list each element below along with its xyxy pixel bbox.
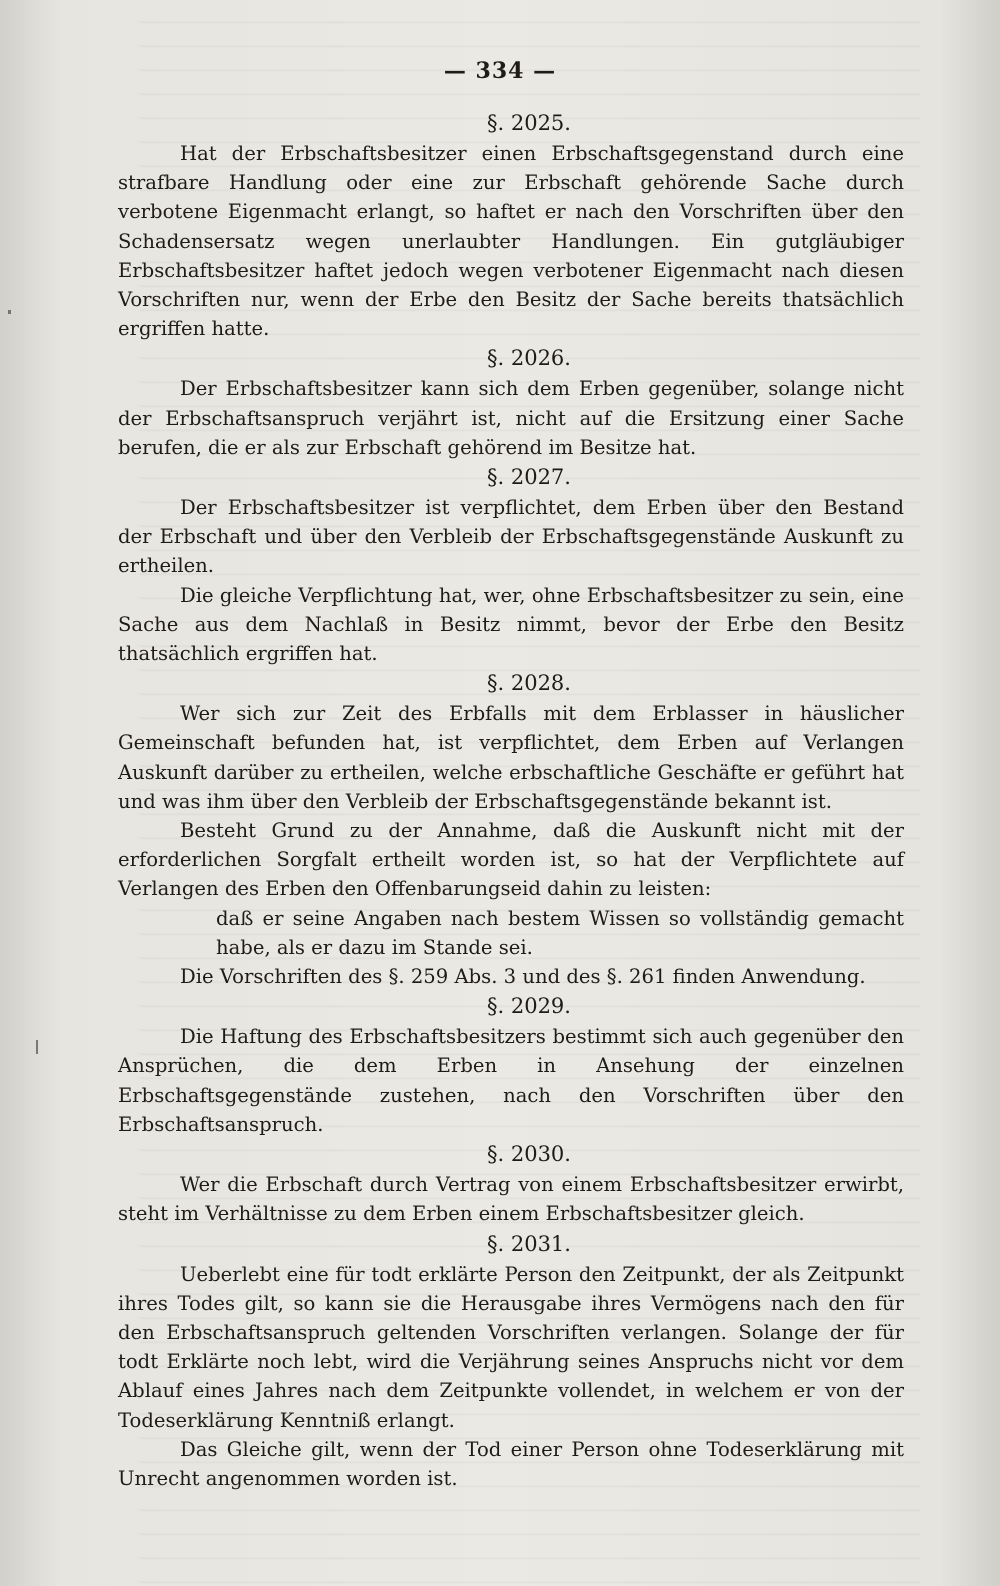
section-2031 — [118, 1229, 904, 1494]
section-2030 — [118, 1139, 904, 1228]
section-heading: §. 2025. — [487, 111, 571, 135]
section-heading: §. 2030. — [487, 1142, 571, 1167]
page-body — [118, 108, 904, 1493]
page-number: — 334 — — [443, 58, 557, 84]
section-heading: §. 2027. — [487, 465, 571, 490]
paragraph: Die gleiche Verpflichtung hat, wer, ohne Erbschaftsbesitzer zu sein, eine Sache aus dem Nachlaß in Besitz nimmt, bevor der Erbe den Besitz thatsächlich ergriffen hat. — [118, 583, 904, 666]
section-heading: §. 2028. — [487, 671, 571, 696]
edge-mark — [8, 310, 11, 314]
paragraph: Ueberlebt eine für todt erklärte Person den Zeitpunkt, der als Zeitpunkt ihres Todes gilt, so kann sie die Herausgabe ihres Vermögens nach den für den Erbschaftsanspruch geltenden Vorschriften verlangen. Solange der für todt Erklärte noch lebt, wird die Verjährung seines Anspruchs nicht vor dem Ablauf eines Jahres nach dem Zeitpunkte vollendet, in welchem er von der Todeserklärung Kenntniß erlangt. — [118, 1262, 904, 1432]
edge-mark — [36, 1040, 38, 1054]
paragraph: Der Erbschaftsbesitzer kann sich dem Erben gegenüber, solange nicht der Erbschaftsanspruch verjährt ist, nicht auf die Ersitzung einer Sache berufen, die er als zur Erbschaft gehörend im Besitze hat. — [118, 377, 904, 459]
section-2029 — [118, 991, 904, 1139]
paragraph: Die Vorschriften des §. 259 Abs. 3 und des §. 261 finden Anwendung. — [180, 965, 866, 989]
section-2026 — [118, 343, 904, 462]
paragraph: Wer sich zur Zeit des Erbfalls mit dem Erblasser in häuslicher Gemeinschaft befunden hat, ist verpflichtet, dem Erben auf Verlangen Auskunft darüber zu ertheilen, welche erbschaftliche Geschäfte er geführt hat und was ihm über den Verbleib der Erbschaftsgegenstände bekannt ist. — [118, 702, 904, 813]
section-heading: §. 2031. — [487, 1231, 571, 1256]
paragraph: Das Gleiche gilt, wenn der Tod einer Person ohne Todeserklärung mit Unrecht angenommen worden ist. — [118, 1437, 904, 1490]
paragraph: Wer die Erbschaft durch Vertrag von einem Erbschaftsbesitzer erwirbt, steht im Verhältnisse zu dem Erben einem Erbschaftsbesitzer gleich. — [118, 1173, 904, 1226]
paragraph: Die Haftung des Erbschaftsbesitzers bestimmt sich auch gegenüber den Ansprüchen, die dem Erben in Ansehung der einzelnen Erbschaftsgegenstände zustehen, nach den Vorschriften über den Erbschaftsanspruch. — [118, 1025, 904, 1136]
paragraph: Besteht Grund zu der Annahme, daß die Auskunft nicht mit der erforderlichen Sorgfalt ertheilt worden ist, so hat der Verpflichtete auf Verlangen des Erben den Offenbarungseid dahin zu leisten: — [118, 819, 904, 901]
oath-text: daß er seine Angaben nach bestem Wissen so vollständig gemacht habe, als er dazu im Stande sei. — [216, 906, 904, 959]
paragraph: Der Erbschaftsbesitzer ist verpflichtet, dem Erben über den Bestand der Erbschaft und über den Verbleib der Erbschaftsgegenstände Auskunft zu ertheilen. — [118, 496, 904, 578]
section-2028 — [118, 668, 904, 991]
section-2027 — [118, 462, 904, 668]
section-heading: §. 2026. — [487, 346, 571, 371]
section-heading: §. 2029. — [487, 994, 571, 1019]
paragraph: Hat der Erbschaftsbesitzer einen Erbschaftsgegenstand durch eine strafbare Handlung oder eine zur Erbschaft gehörende Sache durch verbotene Eigenmacht erlangt, so haftet er nach den Vorschriften über den Schadensersatz wegen unerlaubter Handlungen. Ein gutgläubiger Erbschaftsbesitzer haftet jedoch wegen verbotener Eigenmacht nach diesen Vorschriften nur, wenn der Erbe den Besitz der Sache bereits thatsächlich ergriffen hatte. — [118, 142, 904, 341]
section-2025 — [118, 108, 904, 343]
